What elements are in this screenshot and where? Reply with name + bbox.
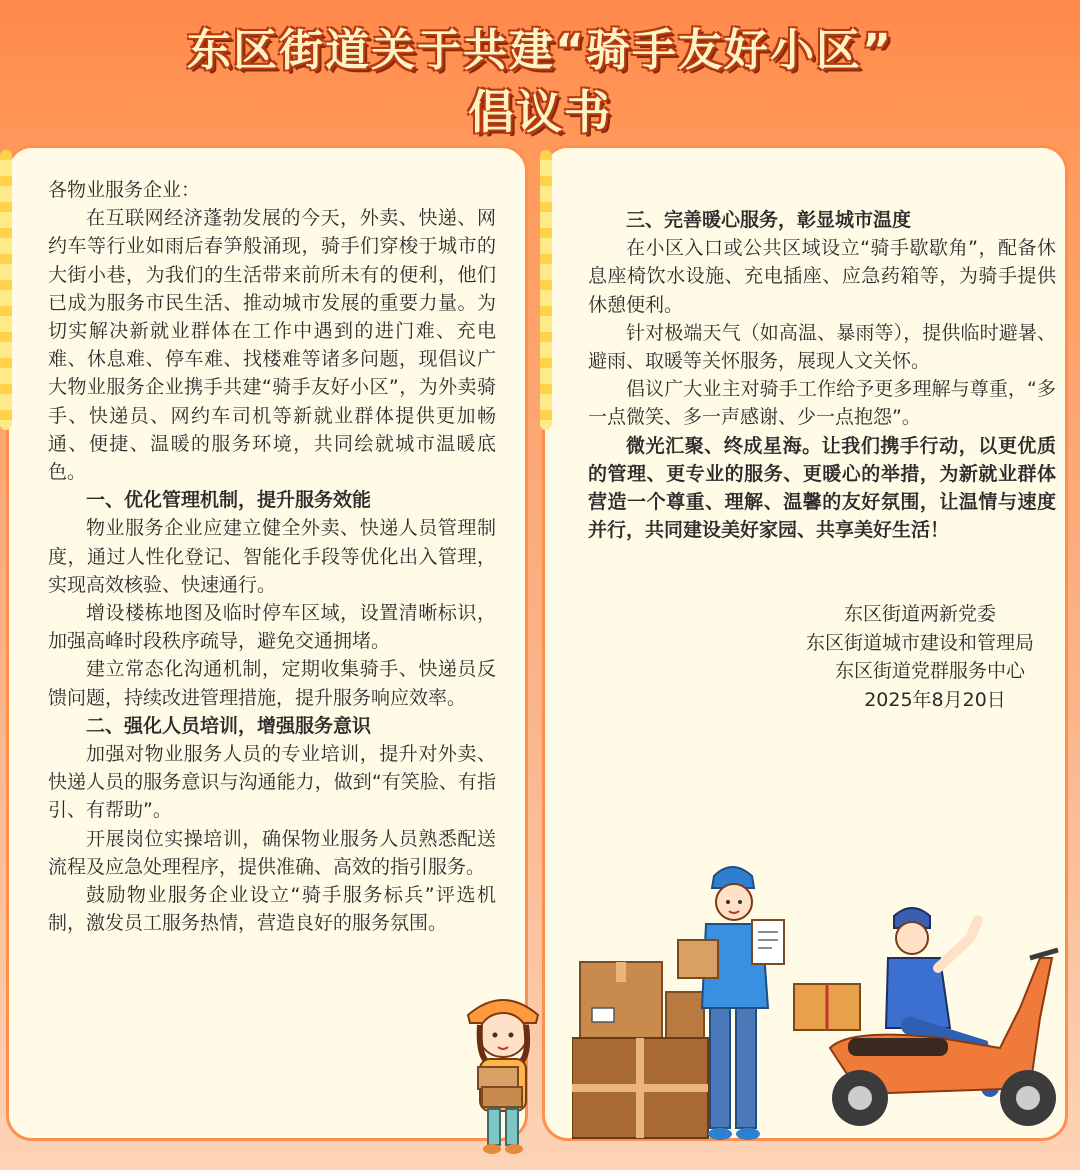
- page-header: [0, 0, 1080, 145]
- section-1-heading: 一、优化管理机制，提升服务效能: [86, 489, 372, 512]
- signature-date: 2025年8月20日: [864, 688, 1006, 711]
- right-decorative-stripe: [540, 150, 552, 430]
- signature-org-2: 东区街道城市建设和管理局: [805, 631, 1034, 654]
- section-3-heading: 三、完善暖心服务，彰显城市温度: [626, 209, 912, 231]
- section-3-paragraph-1: 在小区入口或公共区域设立“骑手歇歇角”，配备休息座椅饮水设施、充电插座、应急药箱等，为骑手提供休憩便利。: [588, 237, 1056, 316]
- page-title-line-2: 倡议书: [468, 85, 612, 139]
- section-1-paragraph-3: 建立常态化沟通机制，定期收集骑手、快递员反馈问题，持续改进管理措施，提升服务响应效率。: [48, 658, 496, 709]
- signature-org-3: 东区街道党群服务中心: [834, 660, 1025, 682]
- page-title-line-1: 东区街道关于共建“骑手友好小区”: [187, 25, 893, 76]
- intro-paragraph: 在互联网经济蓬勃发展的今天，外卖、快递、网约车等行业如雨后春笋般涌现，骑手们穿梭于城市的大街小巷，为我们的生活带来前所未有的便利，他们已成为服务市民生活、推动城市发展的重要力量。为切实解决新就业群体在工作中遇到的进门难、充电难、休息难、停车难、找楼难等诸多问题，现倡议广大物业服务企业携手共建“骑手友好小区”，为外卖骑手、快递员、网约车司机等新就业群体提供更加畅通、便捷、温暖的服务环境，共同绘就城市温暖底色。: [48, 207, 496, 484]
- section-3-paragraph-3: 倡议广大业主对骑手工作给予更多理解与尊重，“多一点微笑、多一声感谢、少一点抱怨”。: [588, 378, 1056, 429]
- girl-with-boxes-illustration: [458, 985, 548, 1160]
- section-2-paragraph-3: 鼓励物业服务企业设立“骑手服务标兵”评选机制，激发员工服务热情，营造良好的服务氛围。: [48, 884, 496, 935]
- courier-illustration: [672, 858, 792, 1148]
- closing-paragraph: 微光汇聚、终成星海。让我们携手行动，以更优质的管理、更专业的服务、更暖心的举措，为新就业群体营造一个尊重、理解、温馨的友好氛围，让温情与速度并行，共同建设美好家园、共享美好生活！: [588, 434, 1056, 542]
- left-decorative-stripe: [0, 150, 12, 430]
- section-1-paragraph-2: 增设楼栋地图及临时停车区域，设置清晰标识，加强高峰时段秩序疏导，避免交通拥堵。: [48, 602, 496, 653]
- signature-block: [760, 600, 1080, 714]
- signature-org-1: 东区街道两新党委: [843, 603, 996, 625]
- scooter-rider-illustration: [790, 898, 1070, 1140]
- salutation: 各物业服务企业：: [48, 179, 201, 201]
- section-2-paragraph-1: 加强对物业服务人员的专业培训，提升对外卖、快递人员的服务意识与沟通能力，做到“有笑脸、有指引、有帮助”。: [48, 743, 496, 822]
- left-column-text: [48, 176, 496, 937]
- section-2-heading: 二、强化人员培训，增强服务意识: [86, 714, 372, 737]
- section-2-paragraph-2: 开展岗位实操培训，确保物业服务人员熟悉配送流程及应急处理程序，提供准确、高效的指引服务。: [48, 827, 496, 878]
- section-3-paragraph-2: 针对极端天气（如高温、暴雨等），提供临时避暑、避雨、取暖等关怀服务，展现人文关怀。: [588, 321, 1056, 373]
- section-1-paragraph-1: 物业服务企业应建立健全外卖、快递人员管理制度，通过人性化登记、智能化手段等优化出入管理，实现高效核验、快速通行。: [48, 517, 496, 596]
- right-column-text: [588, 206, 1056, 544]
